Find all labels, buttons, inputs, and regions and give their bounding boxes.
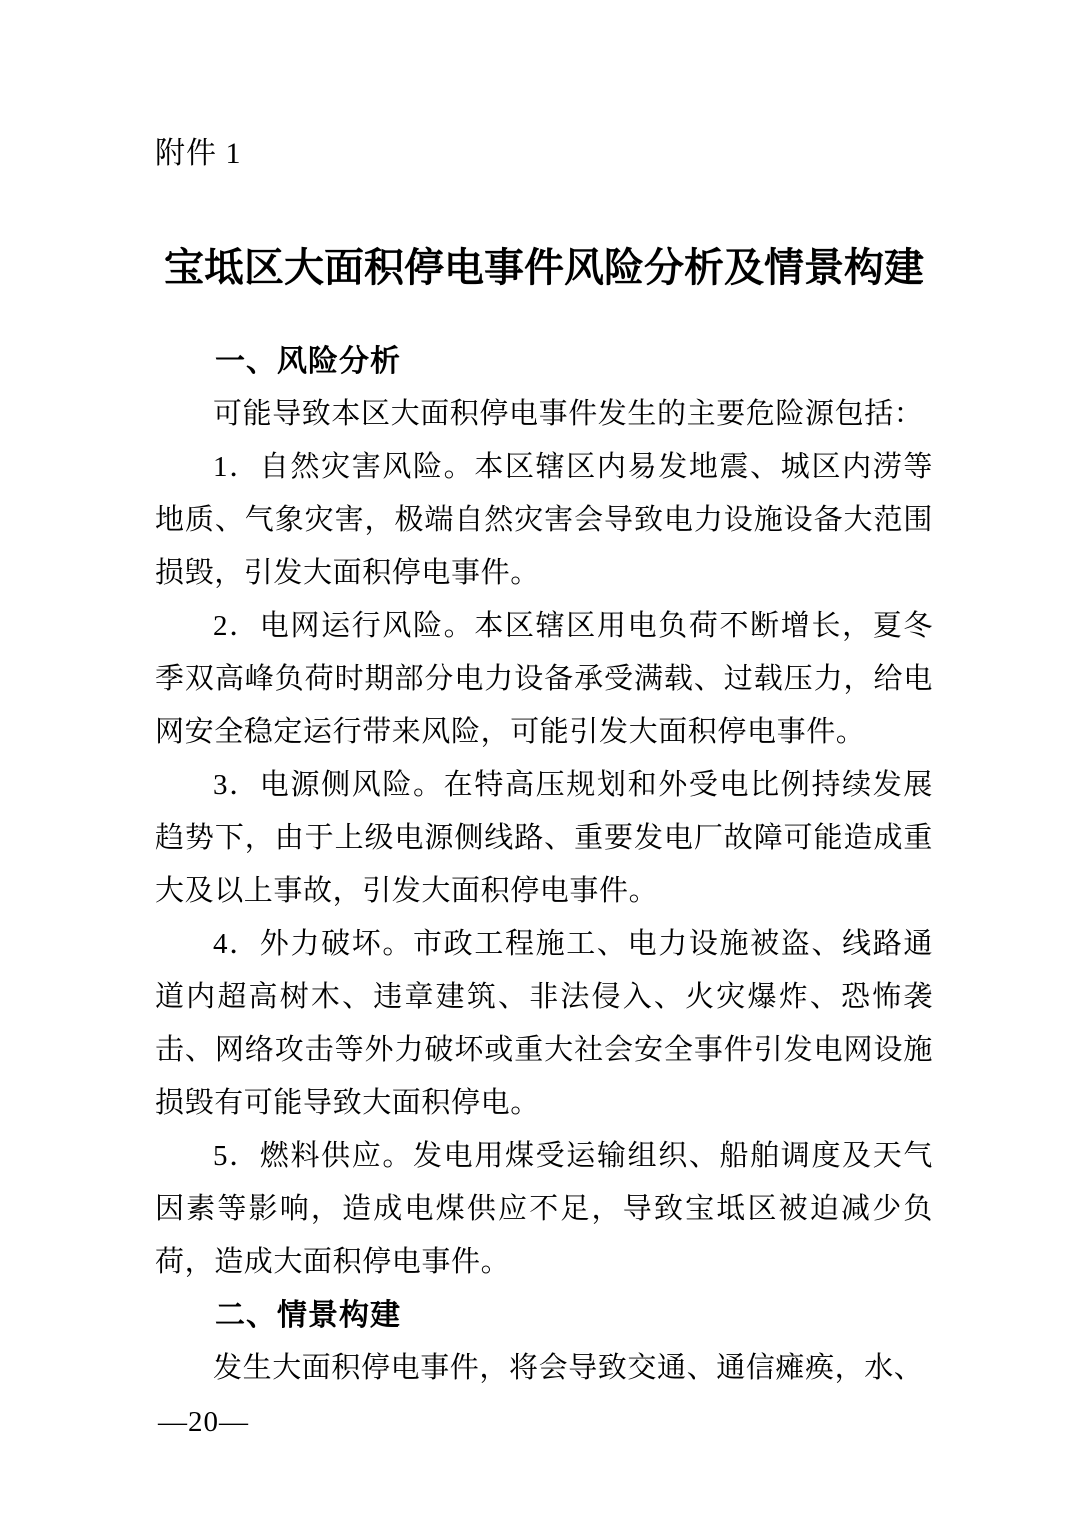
section-heading-scenario-construction: 二、情景构建 [215,1299,401,1332]
scenario-intro-paragraph: 发生大面积停电事件，将会导致交通、通信瘫痪，水、 [213,1352,924,1384]
attachment-label: 附件 1 [155,137,242,170]
risk-item-natural-disaster: 1．自然灾害风险。本区辖区内易发地震、城区内涝等地质、气象灾害，极端自然灾害会导致电力设施设备大范围损毁，引发大面积停电事件。 [155,451,933,589]
document-body [155,335,933,1395]
document-content [155,135,933,1395]
risk-item-grid-operation: 2．电网运行风险。本区辖区用电负荷不断增长，夏冬季双高峰负荷时期部分电力设备承受满载、过载压力，给电网安全稳定运行带来风险，可能引发大面积停电事件。 [155,610,933,748]
document-title: 宝坻区大面积停电事件风险分析及情景构建 [164,245,924,290]
risk-item-fuel-supply: 5．燃料供应。发电用煤受运输组织、船舶调度及天气因素等影响，造成电煤供应不足，导致宝坻区被迫减少负荷，造成大面积停电事件。 [155,1140,933,1278]
page-number: —20— [158,1406,249,1438]
risk-item-external-damage: 4．外力破坏。市政工程施工、电力设施被盗、线路通道内超高树木、违章建筑、非法侵入、火灾爆炸、恐怖袭击、网络攻击等外力破坏或重大社会安全事件引发电网设施损毁有可能导致大面积停电。 [155,928,933,1119]
section-heading-risk-analysis: 一、风险分析 [215,345,401,378]
risk-intro-paragraph: 可能导致本区大面积停电事件发生的主要危险源包括： [213,398,924,430]
risk-item-power-source-side: 3．电源侧风险。在特高压规划和外受电比例持续发展趋势下，由于上级电源侧线路、重要发电厂故障可能造成重大及以上事故，引发大面积停电事件。 [155,769,933,907]
